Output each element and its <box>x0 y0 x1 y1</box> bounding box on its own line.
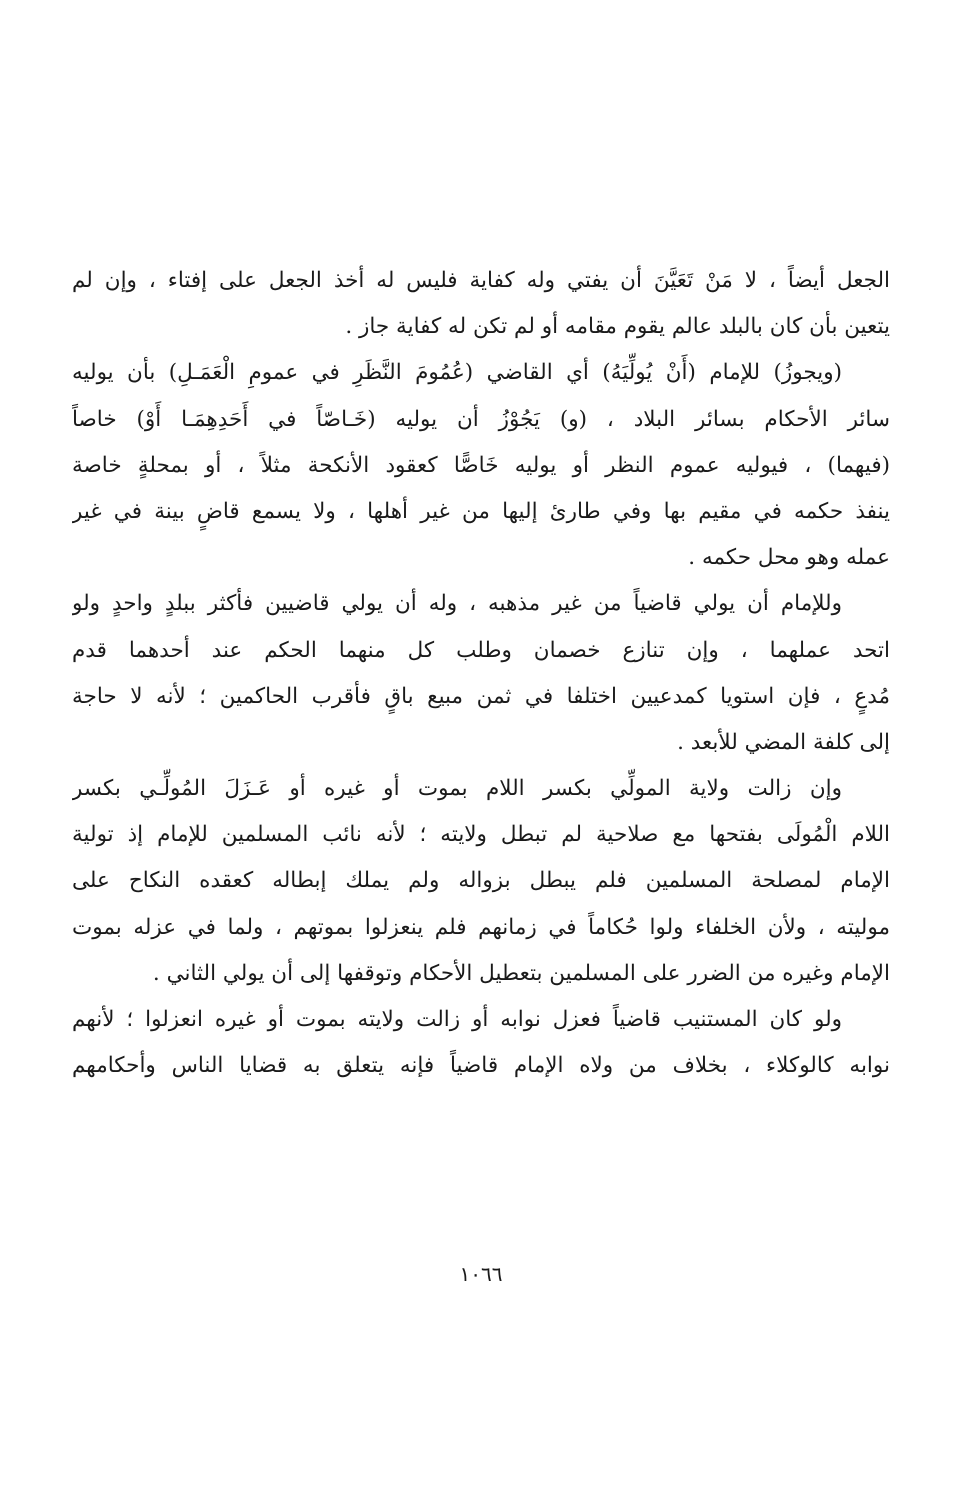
page-number: ١٠٦٦ <box>459 1262 503 1286</box>
text-line-11: إلى كلفة المضي للأبعد . <box>677 729 890 755</box>
text-line-17: ولو كان المستنيب قاضياً فعزل نوابه أو زالت ولايته بموت أو غيره انعزلوا ؛ لأنهم <box>72 1007 842 1032</box>
text-line-2: يتعين بأن كان بالبلد عالم يقوم مقامه أو لم تكن له كفاية جاز . <box>345 314 890 340</box>
text-line-14: الإمام لمصلحة المسلمين فلم يبطل بزواله ولم يملك إبطاله كعقده النكاح على <box>72 868 890 894</box>
text-line-16: الإمام وغيره من الضرر على المسلمين بتعطيل الأحكام وتوقفها إلى أن يولي الثاني . <box>152 960 890 986</box>
page-body <box>72 258 890 1089</box>
text-line-13: اللام الْمُولَى بفتحها مع صلاحية لم تبطل ولايته ؛ لأنه نائب المسلمين للإمام إذ تولية <box>72 822 890 848</box>
text-line-18: نوابه كالوكلاء ، بخلاف من ولاه الإمام قاضياً فإنه يتعلق به قضايا الناس وأحكامهم <box>72 1053 890 1079</box>
text-line-8: وللإمام أن يولي قاضياً من غير مذهبه ، وله أن يولي قاضيين فأكثر ببلدٍ واحدٍ ولو <box>72 591 842 617</box>
text-line-12: وإن زالت ولاية المولِّي بكسر اللام بموت أو غيره أو عَـزَلَ المُولِّـي بكسر <box>72 776 842 802</box>
text-line-4: سائر الأحكام بسائر البلاد ، (و) يَجُوْزُ أن يوليه (خَـاصّاً في أَحَدِهِمَـا أَوْ) خاصاً <box>72 406 890 432</box>
text-line-7: عمله وهو محل حكمه . <box>688 545 890 571</box>
text-line-6: ينفذ حكمه في مقيم بها وفي طارئ إليها من غير أهلها ، ولا يسمع قاضٍ بينة في غير <box>72 498 890 524</box>
text-line-10: مُدعٍ ، فإن استويا كمدعيين اختلفا في ثمن مبيع باقٍ فأقرب الحاكمين ؛ لأنه لا حاجة <box>72 683 890 709</box>
text-line-3: (ويجوزُ) للإمام (أَنْ يُولِّيَهُ) أي القاضي (عُمُومَ النَّظَرِ في عمومِ الْعَمَـلِ) بأن يوليه <box>72 360 842 386</box>
text-line-5: (فيهما) ، فيوليه عموم النظر أو يوليه خَاصًّا كعقود الأنكحة مثلاً ، أو بمحلةٍ خاصة <box>72 452 890 478</box>
text-line-9: اتحد عملهما ، وإن تنازع خصمان وطلب كل منهما الحكم عند أحدهما قدم <box>72 637 890 663</box>
text-line-1: الجعل أيضاً ، لا مَنْ تَعَيَّنَ أن يفتي وله كفاية فليس له أخذ الجعل على إفتاء ، وإن لم <box>72 268 890 293</box>
text-line-15: موليته ، ولأن الخلفاء ولوا حُكاماً في زمانهم فلم ينعزلوا بموتهم ، ولما في عزله بموت <box>72 914 890 940</box>
